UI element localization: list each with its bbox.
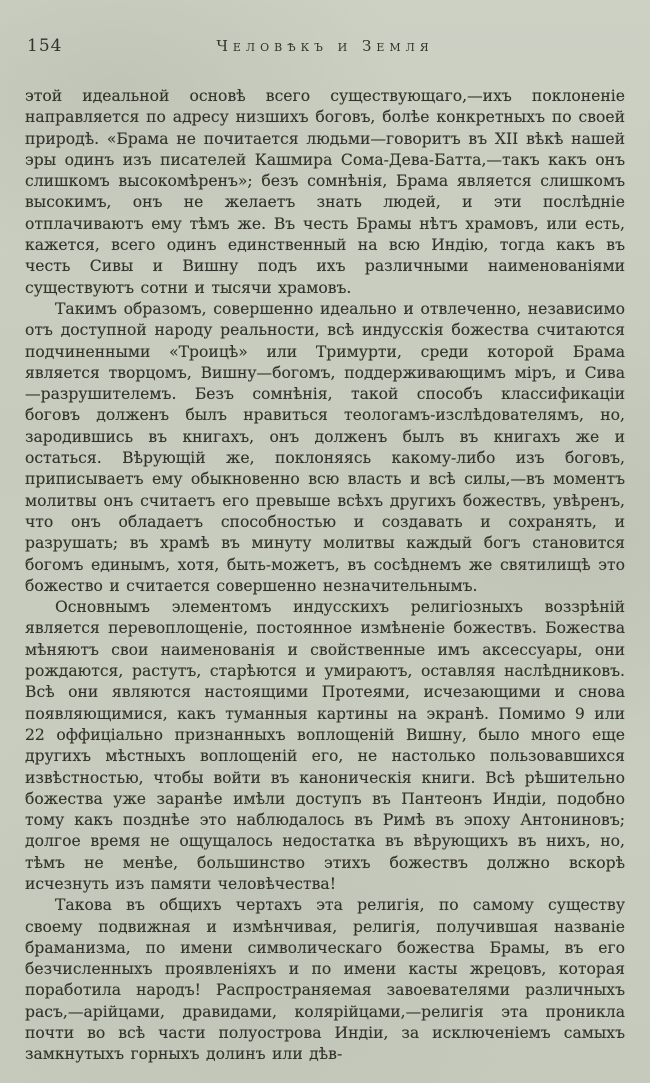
page-header [25, 36, 625, 62]
paragraph-trimurti: Такимъ образомъ, совершенно идеально и отвлеченно, независимо отъ доступной народу реальности, всѣ индусскія божества считаются подчиненными «Троицѣ» или Тримурти, среди которой Брама является творцомъ, Вишну—богомъ, поддерживающимъ міръ, и Сива—разрушителемъ. Безъ сомнѣнія, такой способъ классификаціи боговъ долженъ былъ нравиться теологамъ-изслѣдователямъ, но, зародившись въ книгахъ, онъ долженъ былъ въ книгахъ же и остаться. Вѣрующій же, поклоняясь какому-либо изъ боговъ, приписываетъ ему обыкновенно всю власть и всѣ силы,—въ моментъ молитвы онъ считаетъ его превыше всѣхъ другихъ божествъ, увѣренъ, что онъ обладаетъ способностью и создавать и сохранять, и разрушать; въ храмѣ въ минуту молитвы каждый богъ становится богомъ единымъ, хотя, быть-можетъ, въ сосѣднемъ же святилищѣ это божество и считается совершенно незначительнымъ. [25, 299, 625, 595]
page-body [25, 86, 625, 1066]
page-number: 154 [27, 36, 63, 56]
running-header: Человѣкъ и Земля [216, 37, 434, 55]
paragraph-reincarnation: Основнымъ элементомъ индусскихъ религіозныхъ воззрѣній является перевоплощеніе, постоянное измѣненіе божествъ. Божества мѣняютъ свои наименованія и свойственные имъ аксессуары, они рождаются, растутъ, старѣются и умираютъ, оставляя наслѣдниковъ. Всѣ они являются настоящими Протеями, исчезающими и снова появляющимися, какъ туманныя картины на экранѣ. Помимо 9 или 22 оффиціально признанныхъ воплощеній Вишну, было много еще другихъ мѣстныхъ воплощеній его, не настолько пользовавшихся извѣстностью, чтобы войти въ каноническія книги. Всѣ рѣшительно божества уже заранѣе имѣли доступъ въ Пантеонъ Индіи, подобно тому какъ позднѣе это наблюдалось въ Римѣ въ эпоху Антониновъ; долгое время не ощущалось недостатка въ вѣрующихъ въ нихъ, но, тѣмъ не менѣе, большинство этихъ божествъ должно вскорѣ исчезнуть изъ памяти человѣчества! [25, 598, 625, 893]
paragraph-continuation: этой идеальной основѣ всего существующаго,—ихъ поклоненіе направляется по адресу низшихъ боговъ, болѣе конкретныхъ по своей природѣ. «Брама не почитается людьми—говоритъ въ XII вѣкѣ нашей эры одинъ изъ писателей Кашмира Сома-Дева-Батта,—такъ какъ онъ слишкомъ высокомѣренъ»; безъ сомнѣнія, Брама является слишкомъ высокимъ, онъ не желаетъ знать людей, и эти послѣдніе отплачиваютъ ему тѣмъ же. Въ честь Брамы нѣтъ храмовъ, или есть, кажется, всего одинъ единственный на всю Индію, тогда какъ въ честь Сивы и Вишну подъ ихъ различными наименованіями существуютъ сотни и тысячи храмовъ. [25, 87, 625, 297]
paragraph-brahmanism: Такова въ общихъ чертахъ эта религія, по самому существу своему подвижная и измѣнчивая, религія, получившая названіе браманизма, по имени символическаго божества Брамы, въ его безчисленныхъ проявленіяхъ и по имени касты жрецовъ, которая поработила народъ! Распространяемая завоевателями различныхъ расъ,—арійцами, дравидами, колярійцами,—религія эта проникла почти во всѣ части полуострова Индіи, за исключеніемъ самыхъ замкнутыхъ горныхъ долинъ или дѣв- [25, 896, 625, 1064]
